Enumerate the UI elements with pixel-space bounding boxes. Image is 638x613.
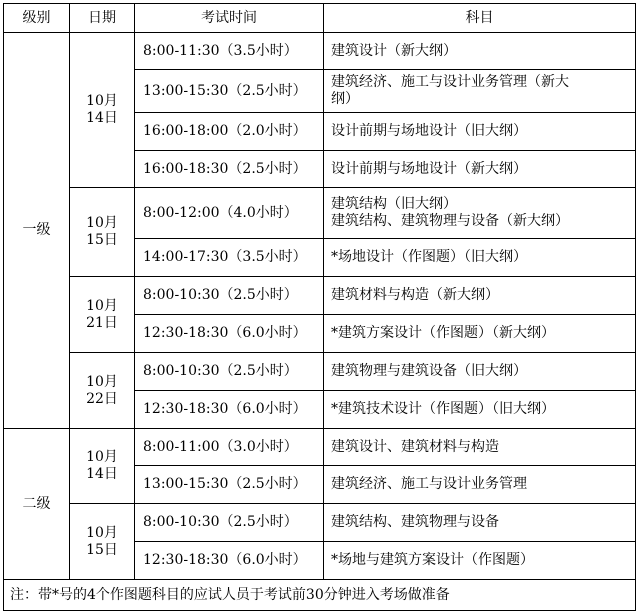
subject-cell: 设计前期与场地设计（旧大纲） — [324, 113, 636, 151]
date-cell: 10月 15日 — [70, 188, 135, 277]
date-cell: 10月 15日 — [70, 504, 135, 580]
subject-cell: *场地与建筑方案设计（作图题） — [324, 542, 636, 580]
time-cell: 12:30-18:30（6.0小时） — [135, 391, 324, 429]
time-cell: 8:00-12:00（4.0小时） — [135, 188, 324, 239]
subject-cell: 建筑材料与构造（新大纲） — [324, 277, 636, 315]
time-cell: 8:00-10:30（2.5小时） — [135, 353, 324, 391]
time-cell: 12:30-18:30（6.0小时） — [135, 315, 324, 353]
time-cell: 14:00-17:30（3.5小时） — [135, 239, 324, 277]
time-cell: 12:30-18:30（6.0小时） — [135, 542, 324, 580]
subject-cell: 建筑设计（新大纲） — [324, 33, 636, 70]
subject-cell: 建筑物理与建筑设备（旧大纲） — [324, 353, 636, 391]
subject-cell: 建筑经济、施工与设计业务管理 — [324, 466, 636, 504]
subject-cell: *建筑技术设计（作图题）（旧大纲） — [324, 391, 636, 429]
table-row — [4, 353, 636, 391]
time-cell: 8:00-10:30（2.5小时） — [135, 504, 324, 542]
subject-cell: 建筑结构、建筑物理与设备 — [324, 504, 636, 542]
header-date: 日期 — [70, 4, 135, 33]
header-subject: 科目 — [324, 4, 636, 33]
time-cell: 13:00-15:30（2.5小时） — [135, 70, 324, 113]
subject-cell: 建筑经济、施工与设计业务管理（新大 纲） — [324, 70, 636, 113]
subject-cell: *场地设计（作图题）（旧大纲） — [324, 239, 636, 277]
footnote: 注：带*号的4个作图题科目的应试人员于考试前30分钟进入考场做准备 — [4, 580, 636, 611]
time-cell: 16:00-18:30（2.5小时） — [135, 151, 324, 188]
table-row — [4, 188, 636, 239]
date-cell: 10月 22日 — [70, 353, 135, 429]
date-cell: 10月 14日 — [70, 429, 135, 504]
date-cell: 10月 14日 — [70, 33, 135, 188]
time-cell: 16:00-18:00（2.0小时） — [135, 113, 324, 151]
header-row — [4, 4, 636, 33]
date-cell: 10月 21日 — [70, 277, 135, 353]
level-cell: 二级 — [4, 429, 70, 580]
subject-cell: 设计前期与场地设计（新大纲） — [324, 151, 636, 188]
table-row — [4, 504, 636, 542]
table-row — [4, 429, 636, 466]
time-cell: 8:00-10:30（2.5小时） — [135, 277, 324, 315]
table-row — [4, 277, 636, 315]
header-level: 级别 — [4, 4, 70, 33]
level-cell: 一级 — [4, 33, 70, 429]
time-cell: 8:00-11:30（3.5小时） — [135, 33, 324, 70]
header-time: 考试时间 — [135, 4, 324, 33]
subject-cell: 建筑结构（旧大纲） 建筑结构、建筑物理与设备（新大纲） — [324, 188, 636, 239]
exam-schedule-table — [3, 3, 636, 611]
subject-cell: *建筑方案设计（作图题）（新大纲） — [324, 315, 636, 353]
time-cell: 8:00-11:00（3.0小时） — [135, 429, 324, 466]
footnote-row — [4, 580, 636, 611]
table-row — [4, 33, 636, 70]
subject-cell: 建筑设计、建筑材料与构造 — [324, 429, 636, 466]
time-cell: 13:00-15:30（2.5小时） — [135, 466, 324, 504]
